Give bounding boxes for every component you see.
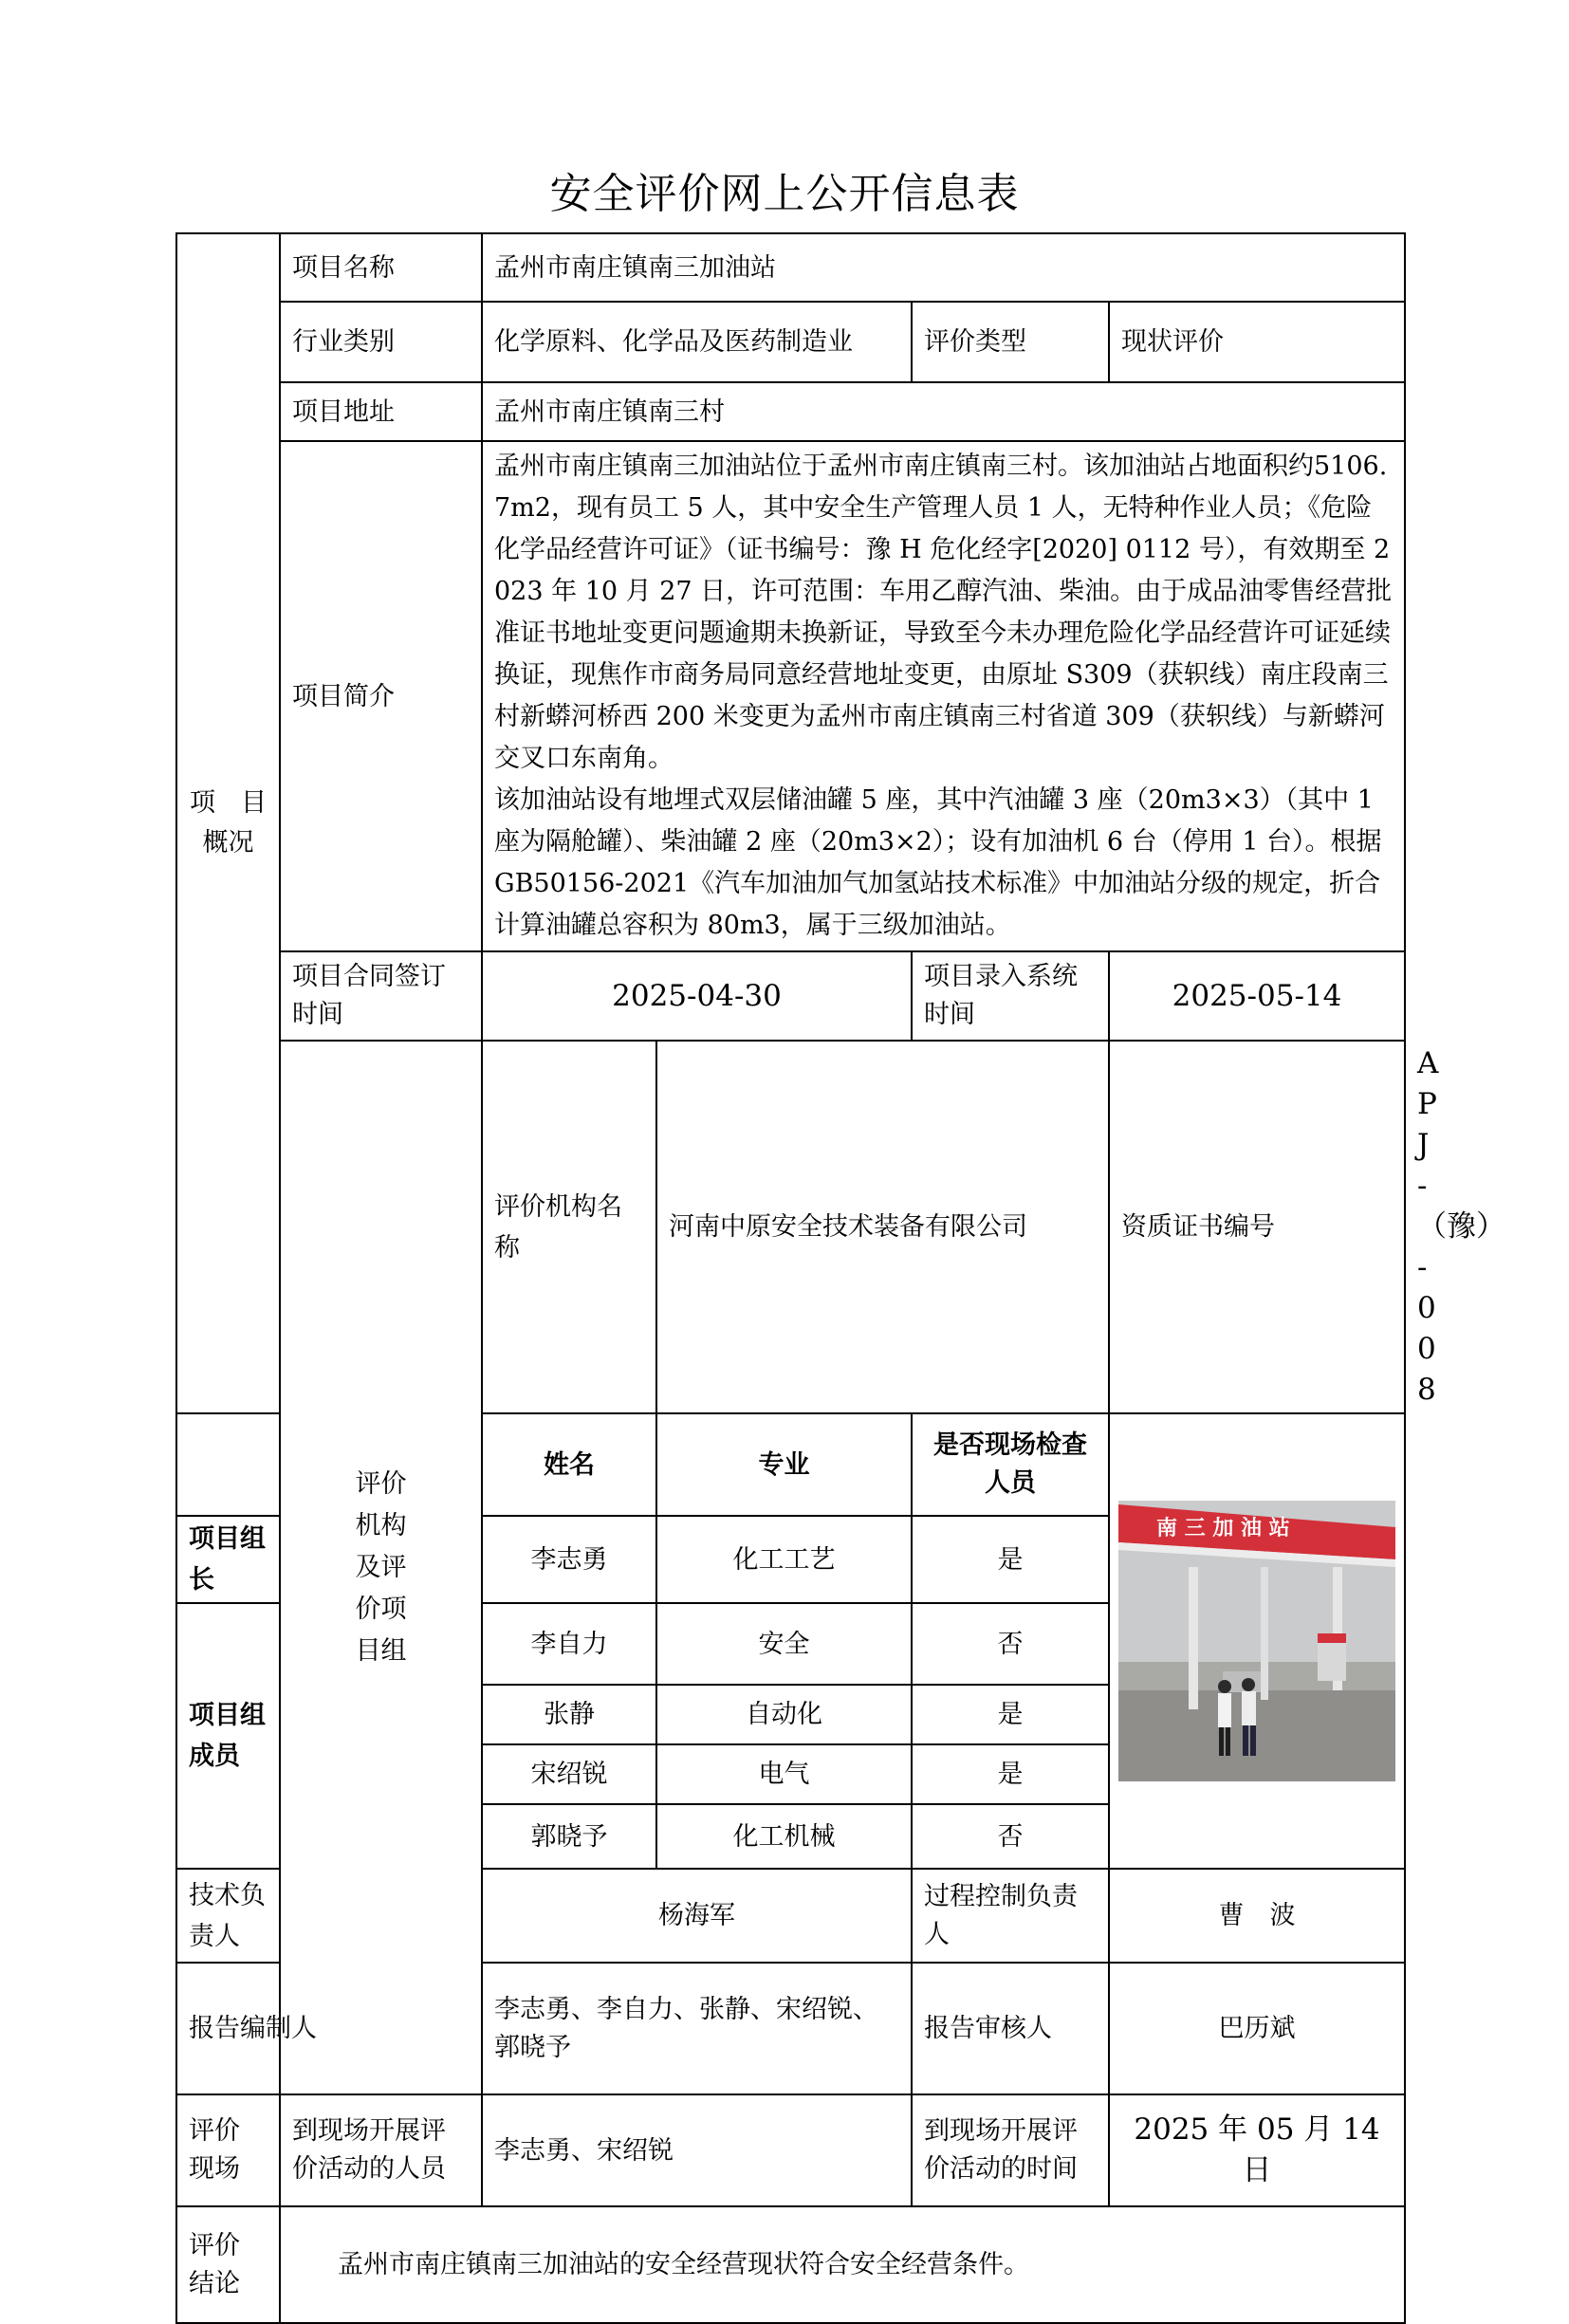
leader-major: 化工工艺: [656, 1516, 912, 1603]
document-title: 安全评价网上公开信息表: [549, 170, 1020, 218]
site-people-label: 到现场开展评价活动的人员: [280, 2094, 482, 2206]
intro-value: [482, 441, 1405, 951]
conclusion-section-label: 评价 结论: [176, 2206, 280, 2323]
member-major: 化工机械: [656, 1804, 912, 1869]
col-header-onsite: 是否现场检查人员: [912, 1413, 1109, 1516]
site-people-value: 李志勇、宋绍锐: [482, 2094, 912, 2206]
member-name: 李自力: [482, 1603, 656, 1685]
member-major: 电气: [656, 1744, 912, 1804]
compiler-value: 李志勇、李自力、张静、宋绍锐、郭晓予: [482, 1963, 912, 2094]
conclusion-value: 孟州市南庄镇南三加油站的安全经营现状符合安全经营条件。: [280, 2206, 1405, 2323]
member-name: 张静: [482, 1685, 656, 1744]
col-header-name: 姓名: [482, 1413, 656, 1516]
eval-type-label: 评价类型: [912, 302, 1109, 382]
leader-label: 项目组长: [176, 1516, 280, 1603]
member-onsite: 是: [912, 1744, 1109, 1804]
org-name-value: 河南中原安全技术装备有限公司: [656, 1041, 1109, 1413]
reviewer-label: 报告审核人: [912, 1963, 1109, 2094]
entry-date-label: 项目录入系统时间: [912, 951, 1109, 1041]
overview-section-label: 项 目 概况: [176, 233, 280, 1413]
member-name: 宋绍锐: [482, 1744, 656, 1804]
team-header-blank: [176, 1413, 280, 1516]
project-name-value: 孟州市南庄镇南三加油站: [482, 233, 1405, 302]
org-name-label: 评价机构名称: [482, 1041, 656, 1413]
address-label: 项目地址: [280, 382, 482, 441]
info-table: 项 目 概况 项目名称 孟州市南庄镇南三加油站 行业类别 化学原料、化学品及医药制造业 评价类型 现状评价 项目地址 孟州市南庄镇南三村 项目简介 孟州市南庄镇南三加油站位于孟州市南庄镇南三村。该加油站占地面积约5106.7m2，现有员工 5 人，其中安全生产管理人员 1 人，无特种作业人员；《危险化学品经营许可证》（证书编号：豫 H 危化经字[2020] 0112 号），有效期至 2023 年 10 月 27 日，许可范围：车用乙醇汽油、柴油。由于成品油零售经营批准证书地址变更问题逾期未换新证，导致至今未办理危险化学品经营许可证延续换证，现焦作市商务局同意经营地址变更，由原址 S309（获轵线）南庄段南三村新蟒河桥西 200 米变更为孟州市南庄镇南三村省道 309（获轵线）与新蟒河交叉口东南角。 该加油站设有地埋式双层储油罐 5 座，其中汽油罐 3 座（20m3×3）（其中 1 座为隔舱罐）、柴油罐 2 座（20m3×2）；设有加油机 6 台（停用 1 台）。根据 GB50156-2021《汽车加油加气加氢站技术标准》中加油站分级的规定，折合计算油罐总容积为 80m3，属于三级加油站。 项目合同签订时间 2025-04-30 项目录入系统时间 2025-05-14 评价 机构 及评 价项 目组 评价机构名称 河南中原安全技术装备有限公司 资质证书编号 APJ-（豫）-008 姓名 专业 是否现场检查人员 南 三 加 油 站 项目组长 李志勇 化工工艺 是 项目组成员 李自力 安全 否 张静 自动化 是 宋绍锐 电气 是 郭晓予 化工机械 否 技术负责人 杨海军 过程控制负责人 曹 波 报告编制人 李志勇、李自力、张静、宋绍锐、郭晓予 报告审核人 巴历斌 评价 现场 到现场开展评价活动的人员 李志勇、宋绍锐 到现场开展评价活动的时间 2025 年 05 月 14 日 评价 结论 孟州市南庄镇南三加油站的安全经营现状符合安全经营条件。: [175, 232, 1406, 2324]
process-lead-label: 过程控制负责人: [912, 1869, 1109, 1963]
intro-paragraph-2: 该加油站设有地埋式双层储油罐 5 座，其中汽油罐 3 座（20m3×3）（其中 1 座为隔舱罐）、柴油罐 2 座（20m3×2）；设有加油机 6 台（停用 1 台）。根据 GB50156-2021《汽车加油加气加氢站技术标准》中加油站分级的规定，折合计算油罐总容积为 80m3，属于三级加油站。: [494, 785, 1382, 940]
tech-lead-value: 杨海军: [482, 1869, 912, 1963]
cert-label: 资质证书编号: [1109, 1041, 1405, 1413]
member-onsite: 否: [912, 1603, 1109, 1685]
entry-date-value: 2025-05-14: [1109, 951, 1405, 1041]
org-section-label: 评价 机构 及评 价项 目组: [280, 1041, 482, 2094]
photo-canopy-sign: 南 三 加 油 站: [1156, 1517, 1290, 1540]
industry-value: 化学原料、化学品及医药制造业: [482, 302, 912, 382]
col-header-major: 专业: [656, 1413, 912, 1516]
site-section-label: 评价 现场: [176, 2094, 280, 2206]
address-value: 孟州市南庄镇南三村: [482, 382, 1405, 441]
member-name: 郭晓予: [482, 1804, 656, 1869]
contract-date-label: 项目合同签订时间: [280, 951, 482, 1041]
member-major: 安全: [656, 1603, 912, 1685]
site-photo-cell: [1109, 1413, 1405, 1869]
leader-onsite: 是: [912, 1516, 1109, 1603]
industry-label: 行业类别: [280, 302, 482, 382]
member-onsite: 否: [912, 1804, 1109, 1869]
project-name-label: 项目名称: [280, 233, 482, 302]
leader-name: 李志勇: [482, 1516, 656, 1603]
member-major: 自动化: [656, 1685, 912, 1744]
site-time-label: 到现场开展评价活动的时间: [912, 2094, 1109, 2206]
gas-station-photo: [1118, 1501, 1395, 1781]
intro-label: 项目简介: [280, 441, 482, 951]
members-label: 项目组成员: [176, 1603, 280, 1869]
process-lead-value: 曹 波: [1109, 1869, 1405, 1963]
site-time-value: 2025 年 05 月 14 日: [1109, 2094, 1405, 2206]
tech-lead-label: 技术负责人: [176, 1869, 280, 1963]
reviewer-value: 巴历斌: [1109, 1963, 1405, 2094]
contract-date-value: 2025-04-30: [482, 951, 912, 1041]
compiler-label: 报告编制人: [176, 1963, 482, 2094]
intro-paragraph-1: 孟州市南庄镇南三加油站位于孟州市南庄镇南三村。该加油站占地面积约5106.7m2，现有员工 5 人，其中安全生产管理人员 1 人，无特种作业人员；《危险化学品经营许可证》（证书编号：豫 H 危化经字[2020] 0112 号），有效期至 2023 年 10 月 27 日，许可范围：车用乙醇汽油、柴油。由于成品油零售经营批准证书地址变更问题逾期未换新证，导致至今未办理危险化学品经营许可证延续换证，现焦作市商务局同意经营地址变更，由原址 S309（获轵线）南庄段南三村新蟒河桥西 200 米变更为孟州市南庄镇南三村省道 309（获轵线）与新蟒河交叉口东南角。: [494, 452, 1393, 773]
eval-type-value: 现状评价: [1109, 302, 1405, 382]
member-onsite: 是: [912, 1685, 1109, 1744]
